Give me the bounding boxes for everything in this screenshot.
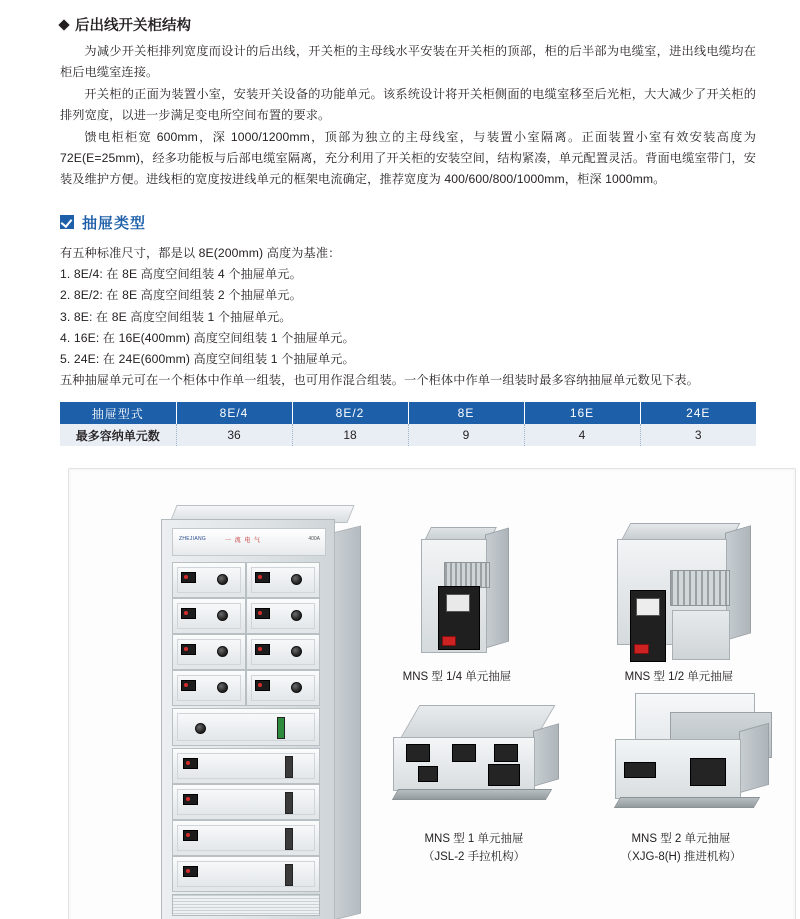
drawer-module — [172, 820, 320, 856]
selector-knob-icon — [291, 646, 302, 657]
main-breaker-module — [172, 708, 320, 746]
section1-paragraph-1: 为减少开关柜排列宽度而设计的后出线，开关柜的主母线水平安装在开关柜的顶部，柜的后半部为电缆室，进出线电缆均在柜后电缆室连接。 — [60, 44, 756, 79]
drawer-type-item-3: 3. 8E: 在 8E 高度空间组装 1 个抽屉单元。 — [60, 309, 292, 324]
figure-caption-one — [374, 831, 574, 866]
drawer-module — [172, 856, 320, 892]
drawer-module — [172, 670, 246, 706]
drawer-module — [246, 598, 320, 634]
unit-body — [421, 539, 487, 653]
unit-body — [617, 539, 727, 645]
unit-mechanism — [670, 570, 730, 606]
figure-caption-quarter — [357, 669, 557, 686]
drawer-module — [172, 562, 246, 598]
table-header-cell-0: 抽屉型式 — [60, 402, 176, 424]
unit-mechanism — [444, 562, 490, 588]
selector-knob-icon — [291, 574, 302, 585]
unit-handle-icon — [418, 766, 438, 782]
unit-top-face — [399, 705, 556, 741]
unit-dial-icon — [446, 594, 470, 612]
table-header-cell-5: 24E — [640, 402, 756, 424]
table-header-cell-3: 8E — [408, 402, 524, 424]
indicator-led-icon — [255, 680, 270, 691]
unit-red-button-icon — [634, 644, 649, 654]
figure-caption-two-line1: MNS 型 2 单元抽屉 — [631, 833, 731, 846]
unit-red-button-icon — [442, 636, 456, 646]
table-header-cell-1: 8E/4 — [176, 402, 292, 424]
indicator-led-icon — [181, 608, 196, 619]
check-box-icon — [60, 215, 74, 229]
unit-side-face — [739, 723, 769, 794]
figure-caption-one-line2: （JSL-2 手拉机构） — [422, 850, 526, 863]
table-header-row — [60, 402, 756, 424]
operating-handle-icon — [285, 828, 293, 850]
cabinet-front-face — [161, 519, 335, 919]
cabinet-rating-label: 400A — [308, 536, 320, 543]
drawer-type-item-2: 2. 8E/2: 在 8E 高度空间组装 2 个抽屉单元。 — [60, 288, 302, 303]
section2-closing: 五种抽屉单元可在一个柜体中作单一组装，也可用作混合组装。一个柜体中作单一组装时最多容纳抽屉单元数见下表。 — [60, 373, 699, 388]
indicator-led-icon — [183, 758, 198, 769]
cabinet-side-face — [333, 526, 361, 919]
drawer-capacity-table — [60, 402, 756, 446]
section1-paragraph-3: 馈电柜柜宽 600mm，深 1000/1200mm，顶部为独立的主母线室，与装置小室隔离。正面装置小室有效安装高度为 72E(E=25mm)，经多功能板与后部电缆室隔离，充分利用了开关柜的安装空间，结构紧凑，单元配置灵活。背面电缆室带门，安装及维护方便。进线柜的宽度按进线单元的框架电流确定，推荐宽度为 400/600/800/1000mm，柜深 1000mm。 — [60, 129, 756, 186]
unit-terminal-block — [406, 744, 430, 762]
figure-caption-two — [581, 831, 781, 866]
drawer-type-item-4: 4. 16E: 在 16E(400mm) 高度空间组装 1 个抽屉单元。 — [60, 330, 355, 345]
figure-caption-half — [579, 669, 779, 686]
unit-terminal-block — [452, 744, 476, 762]
section1-heading — [60, 14, 756, 35]
indicator-led-icon — [183, 830, 198, 841]
drawer-type-item-5: 5. 24E: 在 24E(600mm) 高度空间组装 1 个抽屉单元。 — [60, 351, 355, 366]
indicator-led-icon — [183, 794, 198, 805]
drawer-unit-half-illustration — [609, 515, 759, 657]
unit-front-face — [615, 739, 741, 799]
figure-caption-two-line2: （XJG-8(H) 推进机构） — [620, 850, 742, 863]
figure-caption-half-line1: MNS 型 1/2 单元抽屉 — [624, 671, 734, 684]
table-cell-24e: 3 — [640, 424, 756, 446]
figure-caption-quarter-line1: MNS 型 1/4 单元抽屉 — [402, 671, 512, 684]
table-row-label: 最多容纳单元数 — [60, 424, 176, 446]
indicator-led-icon — [183, 866, 198, 877]
drawer-module — [172, 784, 320, 820]
table-cell-8e4: 36 — [176, 424, 292, 446]
drawer-module — [172, 634, 246, 670]
unit-base — [392, 789, 552, 800]
indicator-led-icon — [255, 572, 270, 583]
figure-caption-one-line1: MNS 型 1 单元抽屉 — [424, 833, 524, 846]
indicator-led-icon — [255, 644, 270, 655]
unit-handle-icon — [624, 762, 656, 778]
section2-title: 抽屉类型 — [82, 214, 147, 232]
unit-terminal-block — [494, 744, 518, 762]
drawer-module — [246, 634, 320, 670]
unit-pull-mechanism — [488, 764, 520, 786]
unit-front-face — [393, 737, 535, 791]
table-row — [60, 424, 756, 446]
indicator-led-icon — [181, 572, 196, 583]
drawer-module — [246, 562, 320, 598]
unit-busbar-block — [672, 610, 730, 660]
drawer-type-item-1: 1. 8E/4: 在 8E 高度空间组装 4 个抽屉单元。 — [60, 267, 302, 282]
unit-dial-icon — [636, 598, 660, 616]
drawer-unit-two-illustration — [609, 691, 779, 823]
drawer-unit-one-illustration — [387, 701, 561, 821]
green-handle-icon — [277, 717, 285, 739]
ventilation-grille — [172, 894, 320, 916]
operating-handle-icon — [285, 792, 293, 814]
section1-heading-text: 后出线开关柜结构 — [75, 18, 191, 34]
indicator-led-icon — [181, 680, 196, 691]
drawer-module — [246, 670, 320, 706]
switchgear-cabinet-illustration — [157, 499, 377, 919]
table-header-cell-4: 16E — [524, 402, 640, 424]
section1-paragraph-2: 开关柜的正面为装置小室，安装开关设备的功能单元。该系统设计将开关柜侧面的电缆室移至后光柜，大大减少了开关柜的排列宽度，以进一步满足变电所空间布置的要求。 — [60, 86, 756, 122]
drawer-unit-quarter-illustration — [409, 521, 517, 657]
drawer-module — [172, 598, 246, 634]
selector-knob-icon — [217, 610, 228, 621]
indicator-led-icon — [255, 608, 270, 619]
selector-knob-icon — [217, 646, 228, 657]
table-cell-16e: 4 — [524, 424, 640, 446]
table-cell-8e: 9 — [408, 424, 524, 446]
drawer-module — [172, 748, 320, 784]
section2-intro: 有五种标准尺寸，都是以 8E(200mm) 高度为基准： — [60, 245, 341, 260]
table-cell-8e2: 18 — [292, 424, 408, 446]
selector-knob-icon — [217, 682, 228, 693]
cabinet-brand-text: 一 流 电 气 — [225, 538, 262, 545]
operating-handle-icon — [285, 864, 293, 886]
indicator-led-icon — [181, 644, 196, 655]
diamond-bullet-icon — [58, 19, 69, 30]
cabinet-logo-text: ZHEJIANG — [179, 536, 207, 543]
selector-knob-icon — [195, 723, 206, 734]
cabinet-nameplate — [172, 528, 326, 556]
section2-heading — [60, 212, 756, 233]
unit-side-face — [485, 528, 509, 649]
selector-knob-icon — [291, 682, 302, 693]
product-image-panel — [68, 468, 796, 919]
unit-push-mechanism — [690, 758, 726, 786]
table-header-cell-2: 8E/2 — [292, 402, 408, 424]
unit-base — [614, 797, 760, 808]
operating-handle-icon — [285, 756, 293, 778]
selector-knob-icon — [291, 610, 302, 621]
selector-knob-icon — [217, 574, 228, 585]
unit-side-face — [533, 724, 559, 787]
